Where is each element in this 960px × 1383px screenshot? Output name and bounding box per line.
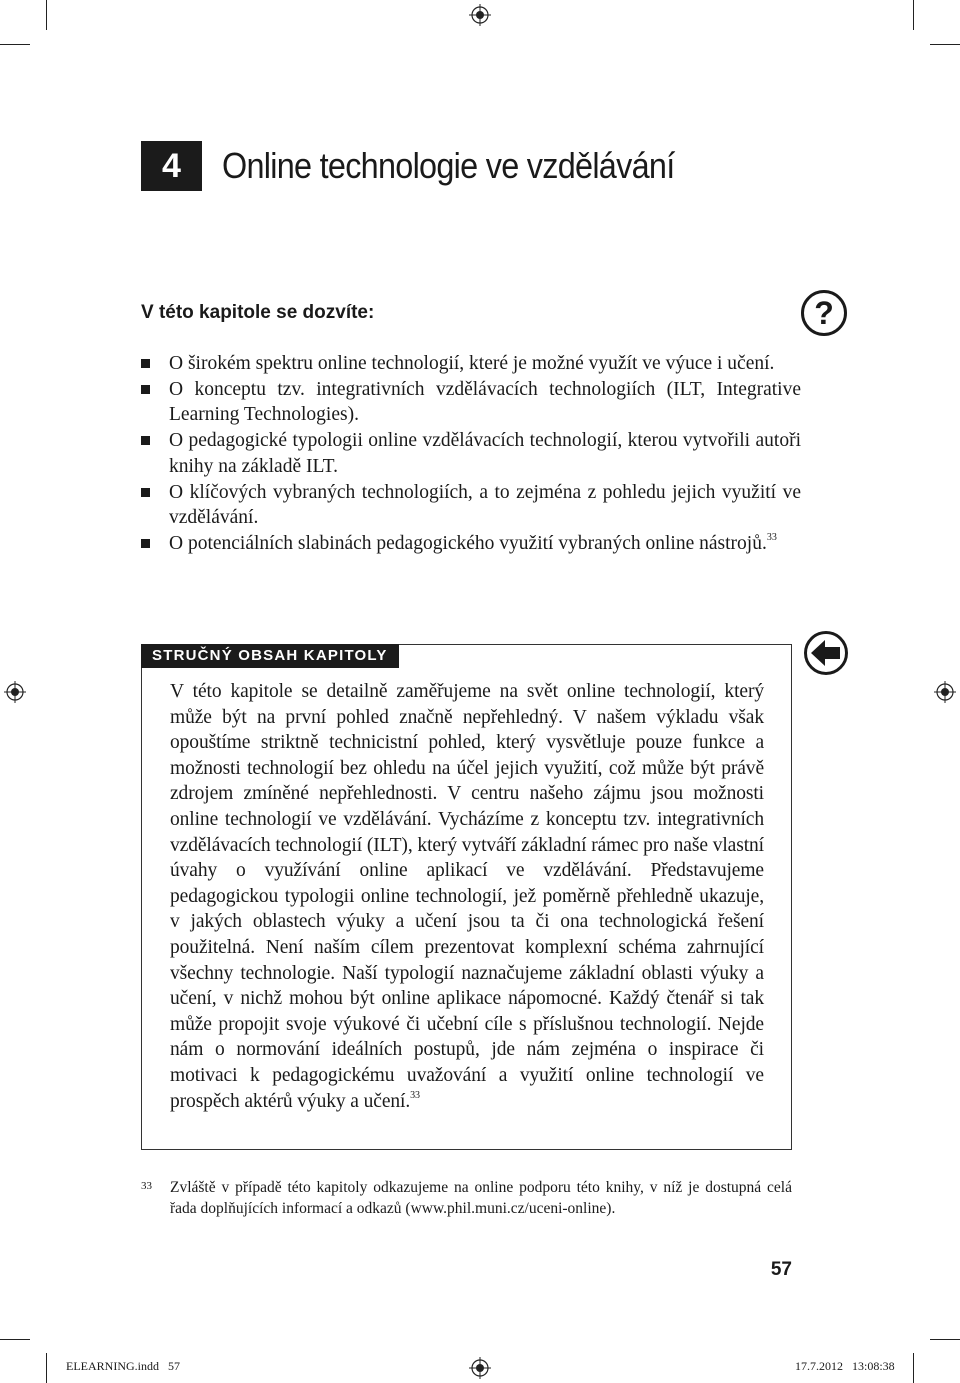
chapter-number: 4 [141,141,202,191]
bullet-square-icon [141,436,150,445]
crop-mark [0,1339,30,1340]
footnote-ref[interactable]: 33 [766,531,777,543]
list-item [141,377,801,428]
question-mark-icon: ? [801,290,847,336]
list-item [141,428,801,479]
page-number: 57 [770,1259,792,1280]
bullet-square-icon [141,359,150,368]
footnote-text: Zvláště v případě této kapitoly odkazujeme na online podporu této knihy, v níž je dostupná celá řada doplňujících informací a odkazů (www.phil.muni.cz/uceni-online). [170,1179,792,1217]
summary-label: STRUČNÝ OBSAH KAPITOLY [141,644,399,668]
list-item [141,531,801,557]
bullet-square-icon [141,385,150,394]
objectives-heading: V této kapitole se dozvíte: [141,302,375,323]
crop-mark [913,0,914,30]
summary-body: V této kapitole se detailně zaměřujeme na svět online technologií, který může být na první pohled značně nepřehledný. V našem výkladu však opouštíme striktně technicistní pohled, který vysvětluje pouze funkce a možnosti technologií bez ohledu na účel jejich využití, což může být právě zdrojem zmíněné nepřehlednosti. V centru našeho zájmu jsou možnosti online technologií ve vzdělávání. Vycházíme z konceptu tzv. integrativních vzdělávacích technologií (ILT), který vytváří základní rámec pro naše vlastní úvahy o využívání online aplikací ve vzdělávání. Představujeme pedagogickou typologii online technologií, jež poměrně přehledně ukazuje, v jakých oblastech výuky a učení jsou ta či ona technologická řešení použitelná. Není naším cílem prezentovat komplexní schéma zahrnující všechny technologie. Naší typologií naznačujeme základní oblasti výuky a učení, v nichž mohou být online aplikace nápomocné. Každý čtenář si tak může propojit svoje výukové či učební cíle s příslušnou technologií. Nejde nám o normování ideálních postupů, jde nám zejména o inspirace či motivaci k pedagogickému uvažování a využití online technologií ve prospěch aktérů výuky a učení. [170,681,764,1112]
registration-mark-icon [469,4,491,26]
slug-filename: ELEARNING.indd 57 [66,1359,180,1373]
registration-mark-icon [934,681,956,703]
bullet-square-icon [141,539,150,548]
crop-mark [930,44,960,45]
bullet-square-icon [141,488,150,497]
list-item-text: O pedagogické typologii online vzdělávacích technologií, kterou vytvořili autoři knihy na základě ILT. [169,430,801,477]
list-item-text: O klíčových vybraných technologiích, a to zejména z pohledu jejich využití ve vzdělávání. [169,481,801,529]
list-item [141,480,801,531]
chapter-title: Online technologie ve vzdělávání [222,145,675,186]
back-arrow-icon [804,631,848,675]
list-item-text: O potenciálních slabinách pedagogického využití vybraných online nástrojů. [169,532,767,554]
crop-mark [930,1339,960,1340]
objectives-list [141,351,801,557]
list-item-text: O konceptu tzv. integrativních vzdělávacích technologiích (ILT, Integrative Learning Technologies). [169,378,801,426]
list-item-text: O širokém spektru online technologií, které je možné využít ve výuce i učení. [169,353,775,374]
summary-text [170,679,764,1114]
crop-mark [46,1353,47,1383]
crop-mark [913,1353,914,1383]
registration-mark-icon [469,1357,491,1379]
list-item [141,351,801,377]
footnote-number: 33 [141,1180,152,1192]
crop-mark [46,0,47,30]
slug-datetime: 17.7.2012 13:08:38 [795,1359,895,1373]
crop-mark [0,44,30,45]
footnote-ref[interactable]: 33 [410,1089,420,1101]
registration-mark-icon [4,681,26,703]
